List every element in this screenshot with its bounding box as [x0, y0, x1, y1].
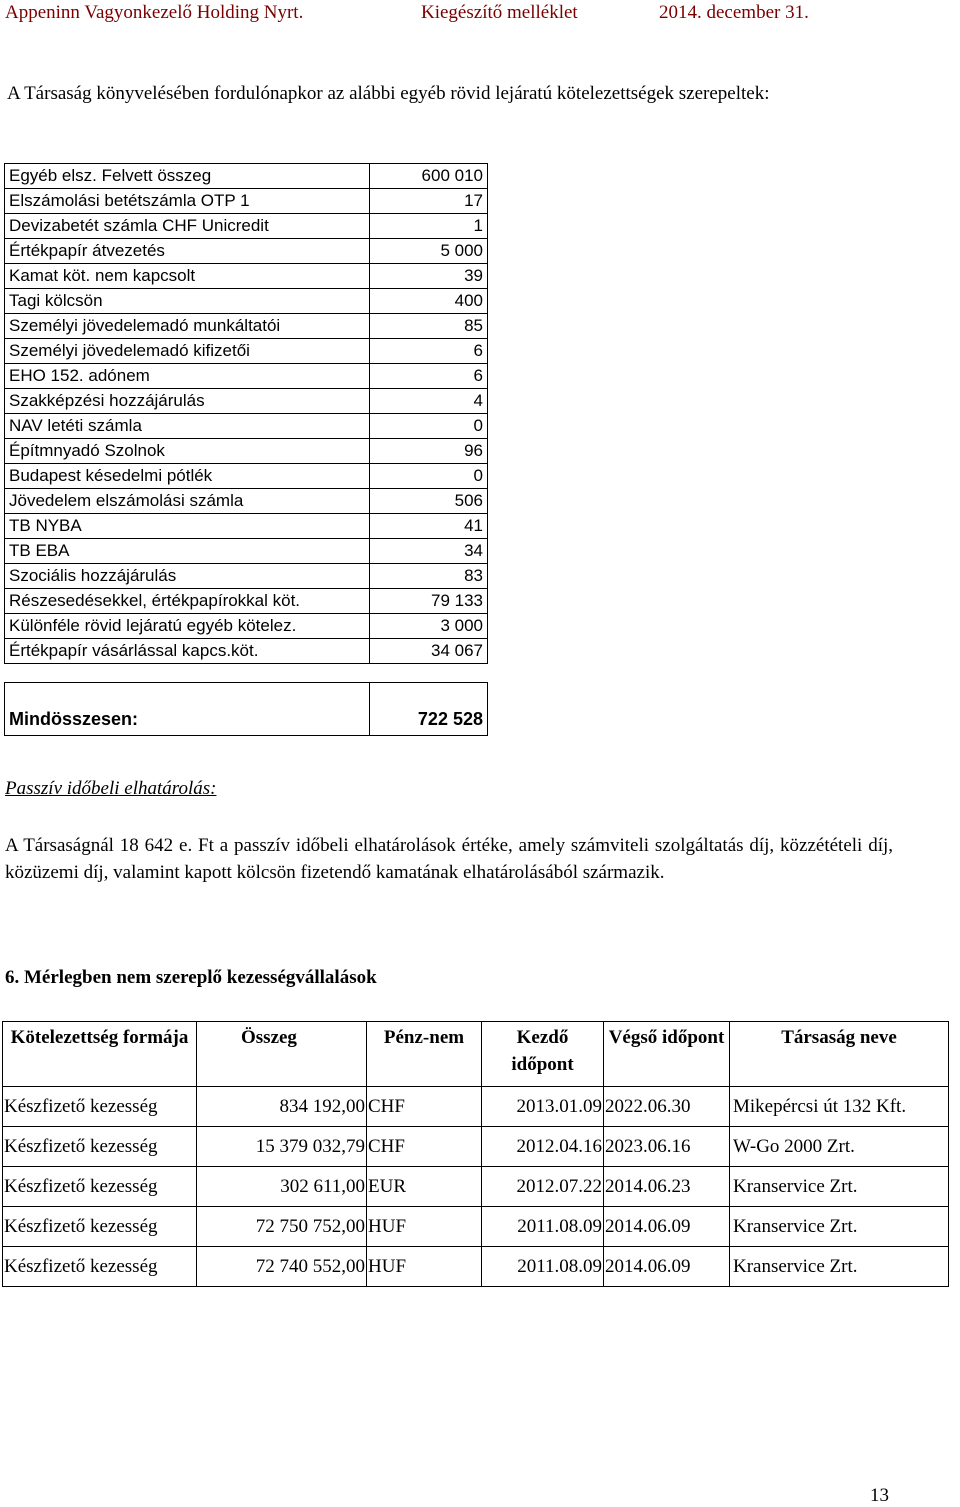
guarantee-start-date: 2012.07.22	[482, 1167, 604, 1207]
guarantee-start-date: 2011.08.09	[482, 1207, 604, 1247]
guarantee-amount: 302 611,00	[197, 1167, 367, 1207]
liability-row	[5, 614, 488, 639]
guarantee-company: W-Go 2000 Zrt.	[730, 1127, 949, 1167]
guarantee-row	[3, 1167, 949, 1207]
liability-value: 83	[370, 564, 488, 589]
liability-name: Különféle rövid lejáratú egyéb kötelez.	[5, 614, 370, 639]
liability-name: Értékpapír vásárlással kapcs.köt.	[5, 639, 370, 664]
header-company: Appeninn Vagyonkezelő Holding Nyrt.	[5, 2, 304, 23]
guarantee-end-date: 2014.06.23	[604, 1167, 730, 1207]
guarantee-amount: 72 750 752,00	[197, 1207, 367, 1247]
liability-name: Egyéb elsz. Felvett összeg	[5, 164, 370, 189]
liability-name: Jövedelem elszámolási számla	[5, 489, 370, 514]
liability-value: 0	[370, 414, 488, 439]
liability-value: 506	[370, 489, 488, 514]
liability-name: Személyi jövedelemadó munkáltatói	[5, 314, 370, 339]
liability-value: 79 133	[370, 589, 488, 614]
liabilities-table	[4, 163, 488, 736]
liability-row	[5, 414, 488, 439]
guarantee-amount: 15 379 032,79	[197, 1127, 367, 1167]
liability-name: Szociális hozzájárulás	[5, 564, 370, 589]
liability-value: 3 000	[370, 614, 488, 639]
liability-value: 34 067	[370, 639, 488, 664]
liability-name: NAV letéti számla	[5, 414, 370, 439]
intro-paragraph: A Társaság könyvelésében fordulónapkor az alábbi egyéb rövid lejáratú kötelezettségek szerepeltek:	[7, 83, 770, 104]
liability-value: 0	[370, 464, 488, 489]
guarantee-start-date: 2013.01.09	[482, 1087, 604, 1127]
liabilities-spacer-row	[5, 683, 488, 704]
guarantee-currency: CHF	[367, 1127, 482, 1167]
guarantee-company: Kranservice Zrt.	[730, 1207, 949, 1247]
col-header-start: Kezdő időpont	[482, 1022, 604, 1087]
liability-row	[5, 214, 488, 239]
guarantees-table	[2, 1021, 949, 1287]
liability-value: 4	[370, 389, 488, 414]
liability-name: Elszámolási betétszámla OTP 1	[5, 189, 370, 214]
liability-value: 6	[370, 364, 488, 389]
col-header-end: Végső időpont	[604, 1022, 730, 1087]
guarantees-section-title: 6. Mérlegben nem szereplő kezességvállalások	[5, 967, 377, 988]
guarantee-company: Kranservice Zrt.	[730, 1167, 949, 1207]
liability-row	[5, 314, 488, 339]
guarantee-start-date: 2012.04.16	[482, 1127, 604, 1167]
liability-name: Kamat köt. nem kapcsolt	[5, 264, 370, 289]
guarantee-form: Készfizető kezesség	[3, 1167, 197, 1207]
liability-value: 17	[370, 189, 488, 214]
col-header-form: Kötelezettség formája	[3, 1022, 197, 1087]
liability-name: Értékpapír átvezetés	[5, 239, 370, 264]
liability-value: 34	[370, 539, 488, 564]
liability-value: 41	[370, 514, 488, 539]
liability-value: 6	[370, 339, 488, 364]
liability-row	[5, 639, 488, 664]
liability-row	[5, 164, 488, 189]
liability-value: 1	[370, 214, 488, 239]
liability-name: Személyi jövedelemadó kifizetői	[5, 339, 370, 364]
liability-row	[5, 539, 488, 564]
liability-row	[5, 339, 488, 364]
liability-row	[5, 289, 488, 314]
guarantee-form: Készfizető kezesség	[3, 1247, 197, 1287]
guarantee-currency: CHF	[367, 1087, 482, 1127]
guarantee-row	[3, 1247, 949, 1287]
page-header	[5, 2, 945, 26]
total-label: Mindösszesen:	[5, 703, 370, 736]
guarantee-amount: 72 740 552,00	[197, 1247, 367, 1287]
guarantee-row	[3, 1087, 949, 1127]
liability-name: TB NYBA	[5, 514, 370, 539]
liability-row	[5, 589, 488, 614]
liability-value: 39	[370, 264, 488, 289]
guarantee-end-date: 2014.06.09	[604, 1207, 730, 1247]
liability-name: Építmnyadó Szolnok	[5, 439, 370, 464]
liability-row	[5, 364, 488, 389]
liabilities-total-row	[5, 703, 488, 736]
liability-value: 85	[370, 314, 488, 339]
col-header-currency: Pénz-nem	[367, 1022, 482, 1087]
guarantee-form: Készfizető kezesség	[3, 1127, 197, 1167]
liability-row	[5, 514, 488, 539]
guarantee-company: Kranservice Zrt.	[730, 1247, 949, 1287]
guarantee-currency: HUF	[367, 1207, 482, 1247]
liability-name: Devizabetét számla CHF Unicredit	[5, 214, 370, 239]
guarantee-end-date: 2023.06.16	[604, 1127, 730, 1167]
liability-value: 600 010	[370, 164, 488, 189]
liability-name: EHO 152. adónem	[5, 364, 370, 389]
passive-accruals-text: A Társaságnál 18 642 e. Ft a passzív időbeli elhatárolások értéke, amely számviteli szolgáltatás díj, közzétételi díj, közüzemi díj, valamint kapott kölcsön fizetendő kamatának elhatárolásából származik.	[5, 835, 893, 883]
liability-name: Budapest késedelmi pótlék	[5, 464, 370, 489]
page-number: 13	[870, 1485, 889, 1506]
header-section: Kiegészítő melléklet	[421, 2, 578, 23]
liability-row	[5, 489, 488, 514]
total-value: 722 528	[370, 703, 488, 736]
liability-name: Tagi kölcsön	[5, 289, 370, 314]
passive-accruals-title: Passzív időbeli elhatárolás:	[5, 778, 217, 799]
liability-row	[5, 264, 488, 289]
liability-value: 96	[370, 439, 488, 464]
guarantee-end-date: 2014.06.09	[604, 1247, 730, 1287]
guarantee-amount: 834 192,00	[197, 1087, 367, 1127]
liability-name: Szakképzési hozzájárulás	[5, 389, 370, 414]
liability-row	[5, 564, 488, 589]
guarantee-company: Mikepércsi út 132 Kft.	[730, 1087, 949, 1127]
guarantee-start-date: 2011.08.09	[482, 1247, 604, 1287]
guarantee-form: Készfizető kezesség	[3, 1087, 197, 1127]
liability-name: TB EBA	[5, 539, 370, 564]
liability-row	[5, 239, 488, 264]
liability-value: 5 000	[370, 239, 488, 264]
liability-value: 400	[370, 289, 488, 314]
guarantees-header-row	[3, 1022, 949, 1087]
liability-row	[5, 189, 488, 214]
guarantee-end-date: 2022.06.30	[604, 1087, 730, 1127]
liability-row	[5, 464, 488, 489]
col-header-company: Társaság neve	[730, 1022, 949, 1087]
liability-name: Részesedésekkel, értékpapírokkal köt.	[5, 589, 370, 614]
guarantee-row	[3, 1207, 949, 1247]
guarantee-row	[3, 1127, 949, 1167]
guarantee-form: Készfizető kezesség	[3, 1207, 197, 1247]
header-date: 2014. december 31.	[659, 2, 809, 23]
col-header-amount: Összeg	[197, 1022, 367, 1087]
liability-row	[5, 389, 488, 414]
guarantee-currency: EUR	[367, 1167, 482, 1207]
guarantee-currency: HUF	[367, 1247, 482, 1287]
liability-row	[5, 439, 488, 464]
